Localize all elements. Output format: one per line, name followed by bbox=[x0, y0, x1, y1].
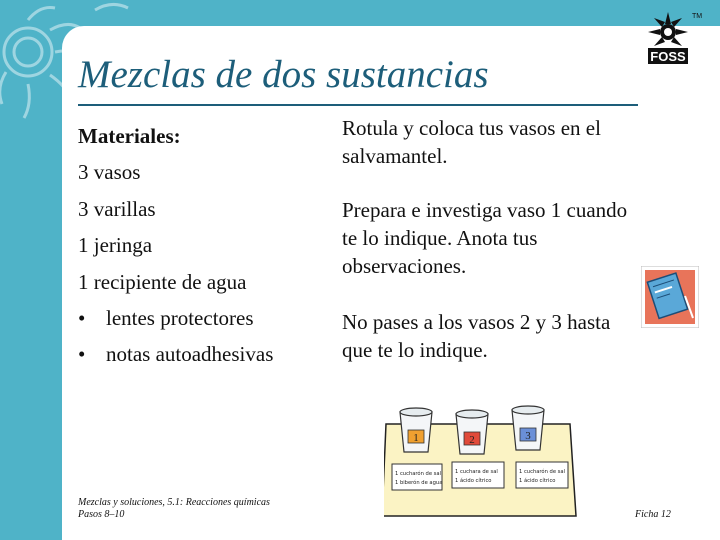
material-bullet-item bbox=[78, 336, 338, 372]
instruction-step: Rotula y coloca tus vasos en el salvamantel. bbox=[342, 116, 601, 168]
notebook-icon bbox=[641, 266, 699, 328]
material-item: 3 varillas bbox=[78, 196, 156, 221]
cup-label-2-text: 2 bbox=[469, 434, 475, 446]
materials-heading: Materiales: bbox=[78, 124, 181, 148]
card-3 bbox=[516, 462, 568, 488]
material-bullet-item bbox=[78, 300, 338, 336]
footer-sheet-number: Ficha 12 bbox=[635, 509, 671, 520]
card-2-line-2: 1 ácido cítrico bbox=[455, 478, 492, 484]
bullet-dot: • bbox=[78, 306, 86, 331]
card-3-line-1: 1 cucharón de sal bbox=[519, 469, 565, 475]
card-2 bbox=[452, 462, 504, 488]
card-1 bbox=[392, 464, 442, 490]
foss-logo bbox=[640, 8, 702, 68]
logo-text: FOSS bbox=[650, 49, 686, 64]
material-item: 1 jeringa bbox=[78, 233, 153, 258]
footer-reference bbox=[78, 497, 270, 521]
instruction-step: Prepara e investiga vaso 1 cuando te lo indique. Anota tus observaciones. bbox=[342, 198, 628, 278]
material-item: 1 recipiente de agua bbox=[78, 269, 247, 294]
cup-label-1-text: 1 bbox=[413, 432, 419, 444]
page-title: Mezclas de dos sustancias bbox=[78, 53, 489, 96]
card-1-line-2: 1 biberón de agua bbox=[395, 480, 443, 486]
material-bullet-text: notas autoadhesivas bbox=[106, 342, 274, 367]
card-3-line-2: 1 ácido cítrico bbox=[519, 478, 556, 484]
cup-label-3-text: 3 bbox=[525, 430, 531, 442]
instructions bbox=[342, 114, 637, 390]
card-1-line-1: 1 cucharón de sal bbox=[395, 471, 441, 477]
bullet-dot: • bbox=[78, 342, 86, 367]
materials-list bbox=[78, 118, 338, 373]
trademark-mark: TM bbox=[692, 13, 702, 20]
card-2-line-1: 1 cuchara de sal bbox=[455, 469, 498, 475]
footer-unit: Mezclas y soluciones, 5.1: Reacciones químicas bbox=[78, 497, 270, 508]
instruction-step: No pases a los vasos 2 y 3 hasta que te lo indique. bbox=[342, 310, 611, 362]
material-item: 3 vasos bbox=[78, 160, 141, 185]
footer-steps: Pasos 8–10 bbox=[78, 509, 125, 520]
material-bullet-text: lentes protectores bbox=[106, 306, 254, 331]
title-underline bbox=[78, 104, 638, 106]
cups-on-tray-illustration bbox=[384, 404, 584, 540]
